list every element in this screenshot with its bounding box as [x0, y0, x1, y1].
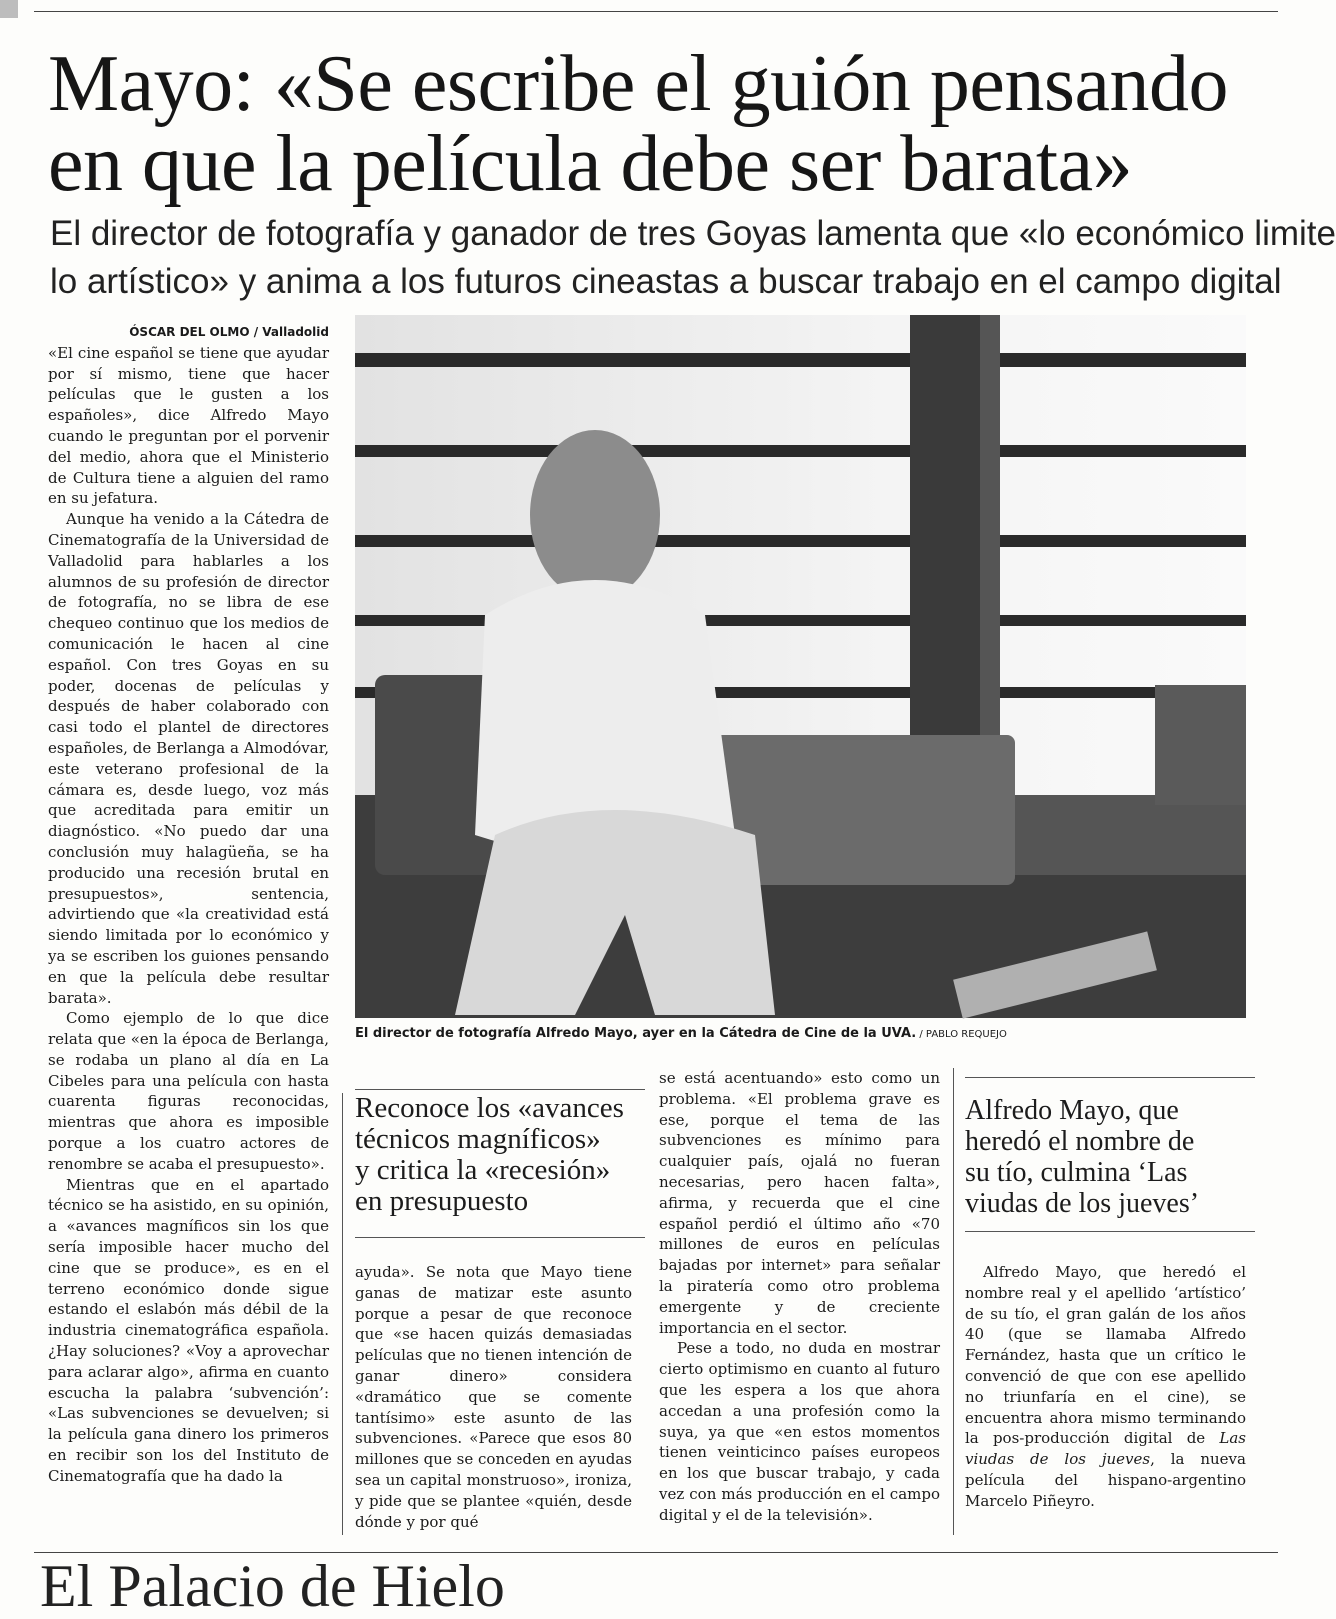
photo-caption	[355, 1026, 1255, 1041]
subheadline	[50, 210, 1336, 306]
sidebar-text-start: Alfredo Mayo, que heredó el nombre real y el apellido ‘artístico’ de su tío, el gran galán de los años 40 (que se llamaba Alfredo Fernández, hasta que un crítico le convenció de que con ese apellido no triunfaría en el cine), se encuentra ahora mismo terminando la pos-producción digital de	[965, 1263, 1246, 1448]
top-rule	[34, 11, 1278, 12]
next-article-headline-fragment	[40, 1553, 1280, 1619]
byline: ÓSCAR DEL OLMO / Valladolid	[129, 325, 329, 339]
headline	[48, 40, 1268, 208]
article-photo	[355, 315, 1246, 1018]
photo-illustration	[355, 315, 1246, 1018]
column-1-paragraph: Como ejemplo de lo que dice relata que «en la época de Berlanga, se rodaba un plano al día en La Cibeles para una película con hasta cuarenta figuras reconocidas, mientras que ahora es imposible porque a los cuatro actores de renombre se acaba el presupuesto».	[48, 1009, 329, 1173]
column-divider	[953, 1068, 954, 1535]
photo-caption-text: El director de fotografía Alfredo Mayo, ayer en la Cátedra de Cine de la UVA.	[355, 1026, 917, 1041]
sidebar-title-line-4: viudas de los jueves’	[965, 1188, 1200, 1219]
column-2-paragraph: ayuda». Se nota que Mayo tiene ganas de matizar este asunto porque a pesar de que reconoce que «se hacen quizás demasiadas películas que no tienen intención de ganar dinero» considera «dramático que se comente tantísimo» este asunto de las subvenciones. «Parece que esos 80 millones que se conceden en ayudas sea un capital monstruoso», ironiza, y pide que se plantee «quién, desde dónde y por qué	[355, 1263, 632, 1531]
sidebar-text-end: , la nueva película del hispano-argentino Marcelo Piñeyro.	[965, 1450, 1246, 1510]
scan-corner-mark	[0, 0, 18, 18]
pullquote-line-1: Reconoce los «avances	[355, 1092, 624, 1124]
subheadline-line-1: El director de fotografía y ganador de tres Goyas lamenta que «lo económico limite	[50, 214, 1336, 253]
sidebar-title-line-3: su tío, culmina ‘Las	[965, 1157, 1188, 1188]
pullquote-line-4: en presupuesto	[355, 1185, 529, 1217]
sidebar-paragraph	[965, 1262, 1246, 1512]
sidebar-title-line-1: Alfredo Mayo, que	[965, 1095, 1179, 1126]
column-2	[355, 1262, 632, 1532]
headline-line-2: en que la película debe ser barata»	[48, 120, 1133, 208]
pullquote-bottom-rule	[355, 1237, 645, 1238]
sidebar-title-rule	[965, 1231, 1255, 1232]
column-1-paragraph: «El cine español se tiene que ayudar por sí mismo, tiene que hacer películas que le gusten a los españoles», dice Alfredo Mayo cuando le preguntan por el porvenir del medio, ahora que el Ministerio de Cultura tiene a alguien del ramo en su jefatura.	[48, 343, 329, 508]
sidebar-body	[965, 1262, 1246, 1512]
column-1	[48, 322, 329, 1487]
pullquote	[355, 1093, 645, 1217]
sidebar-film-title: Las viudas de los jueves	[965, 1429, 1246, 1469]
column-3-paragraph: se está acentuando» esto como un problema. «El problema grave es ese, porque el tema de las subvenciones es mínimo para cualquier país, ojalá no fueran necesarias, pero hacen falta», afirma, y recuerda que el cine español perdió el último año «70 millones de euros en películas bajadas por internet» para señalar la piratería como otro problema emergente y de creciente importancia en el sector.	[659, 1069, 940, 1337]
column-1-paragraph: Mientras que en el apartado técnico se ha asistido, en su opinión, a «avances magníficos sin los que sería imposible hacer mucho del cine que se produce», es en el terreno económico donde sigue estando el eslabón más débil de la industria cinematográfica española. ¿Hay soluciones? «Voy a aprovechar para aclarar algo», afirma en cuanto escucha la palabra ‘subvención’: «Las subvenciones se devuelven; si la película gana dinero los primeros en recibir son los del Instituto de Cinematografía que ha dado la	[48, 1175, 329, 1485]
column-3-paragraph: Pese a todo, no duda en mostrar cierto optimismo en cuanto al futuro que les espera a los que ahora accedan a una profesión como la suya, ya que «en estos momentos tienen veinticinco países europeos en los que buscar trabajo, y cada vez con más producción en el campo digital y el de la televisión».	[659, 1339, 940, 1524]
pullquote-line-3: y critica la «recesión»	[355, 1154, 611, 1186]
column-1-paragraph: Aunque ha venido a la Cátedra de Cinematografía de la Universidad de Valladolid para hablarles a los alumnos de su profesión de director de fotografía, no se libra de ese chequeo continuo que los medios de comunicación le hacen al cine español. Con tres Goyas en su poder, docenas de películas y después de haber colaborado con casi todo el plantel de directores españoles, de Berlanga a Almodóvar, este veterano profesional de la cámara es, desde luego, voz más que acreditada para emitir un diagnóstico. «No puedo dar una conclusión muy halagüeña, se ha producido una recesión brutal en presupuestos», sentencia, advirtiendo que «la creatividad está siendo limitada por lo económico y ya se escriben los guiones pensando en que la película debe resultar barata».	[48, 510, 329, 1007]
subheadline-line-2: lo artístico» y anima a los futuros cineastas a buscar trabajo en el campo digital	[50, 262, 1282, 301]
photo-credit: / PABLO REQUEJO	[916, 1029, 1007, 1040]
sidebar-top-rule	[965, 1077, 1255, 1078]
next-headline-text: El Palacio de Hielo	[40, 1553, 505, 1619]
column-divider	[342, 1093, 343, 1535]
sidebar-title	[965, 1095, 1265, 1219]
sidebar-title-line-2: heredó el nombre de	[965, 1126, 1195, 1157]
column-3	[659, 1068, 940, 1526]
pullquote-line-2: técnicos magníficos»	[355, 1123, 601, 1155]
pullquote-top-rule	[355, 1089, 645, 1090]
headline-line-1: Mayo: «Se escribe el guión pensando	[48, 40, 1228, 128]
